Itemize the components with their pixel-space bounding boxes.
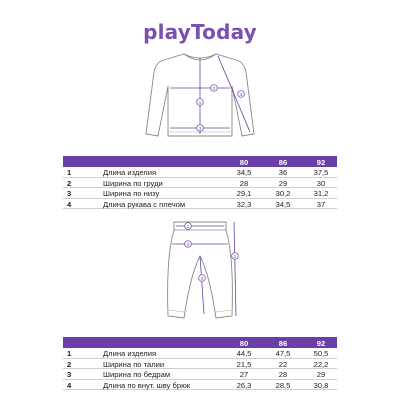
size-header [63, 156, 337, 167]
marker-1: 1 [233, 254, 237, 259]
marker-4: 4 [200, 276, 204, 281]
size-header [63, 337, 337, 348]
marker-2: 2 [186, 224, 190, 229]
table-row: 2 Ширина по груди 28 29 30 [63, 178, 337, 189]
table-row: 3 Ширина по низу 29,1 30,2 31,2 [63, 188, 337, 199]
table-row: 1 Длина изделия 44,5 47,5 50,5 [63, 348, 337, 359]
size-92: 92 [316, 338, 326, 348]
size-80: 80 [239, 157, 249, 167]
size-80: 80 [239, 338, 249, 348]
marker-3: 3 [198, 126, 202, 131]
table-row: 2 Ширина по талии 21,5 22 22,2 [63, 359, 337, 370]
table-row: 1 Длина изделия 34,5 36 37,5 [63, 167, 337, 178]
table-row: 4 Длина по внут. шву брюк 26,3 28,5 30,8 [63, 380, 337, 391]
size-86: 86 [278, 338, 288, 348]
size-92: 92 [316, 157, 326, 167]
marker-1: 1 [198, 100, 202, 105]
size-86: 86 [278, 157, 288, 167]
marker-4: 4 [239, 92, 243, 97]
table-row: 4 Длина рукава с плечом 32,3 34,5 37 [63, 199, 337, 210]
brand-logo: playToday [143, 20, 257, 44]
pants-diagram [158, 216, 242, 324]
marker-2: 2 [212, 86, 216, 91]
marker-3: 3 [186, 242, 190, 247]
shirt-diagram [140, 48, 260, 143]
table-row: 3 Ширина по бедрам 27 28 29 [63, 369, 337, 380]
size-table-pants [63, 337, 337, 390]
size-table-top [63, 156, 337, 209]
